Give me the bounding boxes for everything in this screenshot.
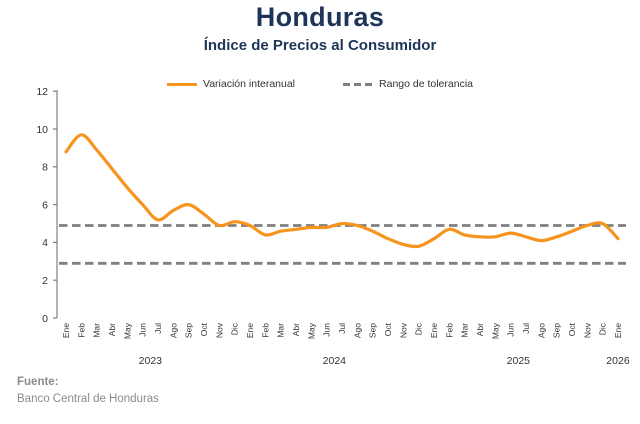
x-axis-month-label: Dic: [597, 323, 608, 336]
y-axis-tick-label: 2: [42, 275, 48, 287]
x-axis-year-labels: [139, 355, 630, 367]
y-axis-tick-label: 12: [36, 86, 48, 98]
x-axis-month-label: Jul: [152, 323, 163, 334]
x-axis-month-label: Ago: [168, 323, 179, 339]
source-name: Banco Central de Honduras: [17, 393, 159, 405]
x-axis-month-label: Sep: [367, 323, 378, 339]
x-axis-month-label: May: [490, 322, 501, 340]
chart-title: Honduras: [255, 2, 385, 32]
chart-subtitle: Índice de Precios al Consumidor: [203, 37, 437, 54]
source-label: Fuente:: [17, 376, 59, 388]
y-axis: [36, 86, 57, 325]
y-axis-tick-label: 8: [42, 161, 48, 174]
x-axis-month-label: Jun: [137, 323, 148, 337]
x-axis-month-label: Mar: [91, 323, 102, 338]
x-axis-month-label: Sep: [183, 323, 194, 339]
x-axis-month-label: Jul: [520, 323, 531, 334]
x-axis-month-label: Feb: [444, 323, 455, 338]
x-axis-year-label: 2025: [506, 355, 531, 367]
x-axis-month-label: Mar: [275, 323, 286, 338]
x-axis-month-label: Ene: [244, 323, 255, 339]
x-axis-month-label: Feb: [76, 323, 87, 338]
x-axis-month-label: Jul: [336, 323, 347, 334]
x-axis-year-label: 2023: [138, 355, 163, 367]
x-axis-month-label: Nov: [214, 323, 225, 339]
x-axis-month-label: Ago: [352, 323, 363, 339]
x-axis-month-label: Sep: [551, 323, 562, 339]
x-axis-month-label: Oct: [382, 323, 393, 337]
source-note: [17, 374, 159, 408]
legend-label-rango-tolerancia: Rango de tolerancia: [379, 78, 473, 90]
x-axis-month-label: Ene: [428, 323, 439, 339]
x-axis-month-label: Abr: [290, 323, 301, 337]
x-axis-month-label: Oct: [566, 323, 577, 337]
x-axis-year-label: 2026: [606, 355, 630, 367]
x-axis-month-label: Dic: [413, 323, 424, 336]
x-axis-month-label: Abr: [474, 323, 485, 337]
x-axis-month-label: Oct: [198, 323, 209, 337]
y-axis-tick-label: 6: [42, 199, 48, 212]
x-axis-month-label: Jun: [505, 323, 516, 337]
legend-label-variacion-interanual: Variación interanual: [202, 78, 296, 90]
y-axis-tick-label: 0: [42, 312, 48, 325]
x-axis-month-label: Abr: [106, 323, 117, 337]
x-axis-month-label: May: [306, 323, 317, 340]
x-axis-month-label: Nov: [398, 323, 409, 339]
x-axis-month-label: Ene: [61, 323, 71, 339]
y-axis-tick-label: 4: [42, 237, 48, 250]
series-line-variacion-interanual: [66, 135, 618, 247]
y-axis-tick-label: 10: [36, 123, 48, 136]
x-axis-month-label: May: [122, 323, 133, 340]
x-axis-month-label: Feb: [260, 323, 271, 338]
x-axis-month-label: Nov: [582, 323, 593, 339]
x-axis-month-labels: [61, 322, 623, 339]
x-axis-month-label: Dic: [229, 323, 240, 336]
x-axis-year-label: 2024: [322, 355, 347, 367]
tolerance-band-lines: [59, 226, 626, 264]
x-axis-month-label: Jun: [321, 323, 332, 337]
x-axis-month-label: Ago: [536, 323, 547, 339]
x-axis-month-label: Mar: [459, 323, 470, 338]
x-axis-month-label: Ene: [612, 323, 623, 339]
